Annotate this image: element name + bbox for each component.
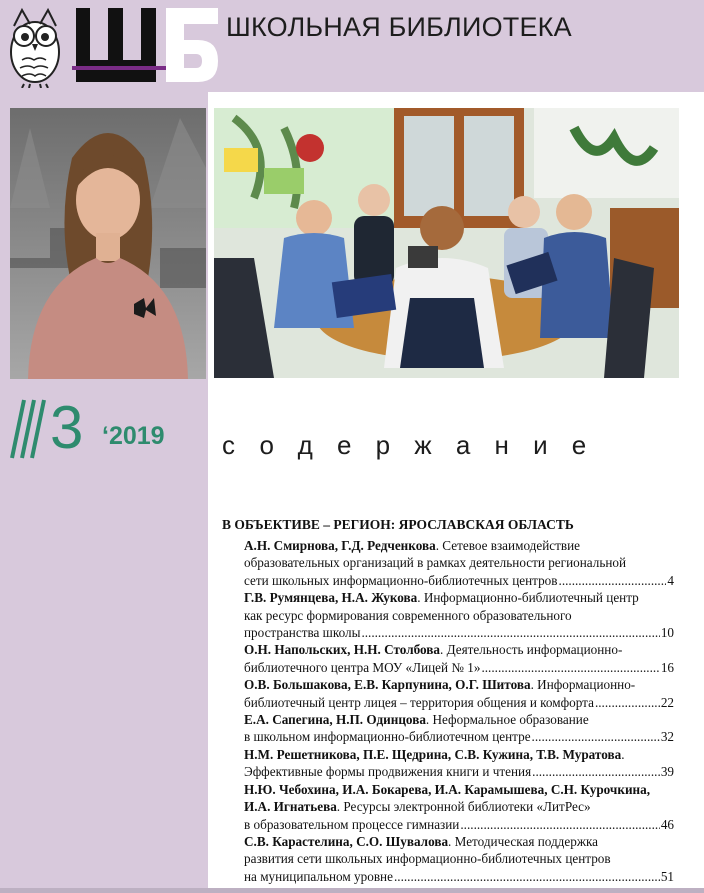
toc-leader-dots [532,763,660,780]
toc-entry-authors: О.Н. Напольских, Н.Н. Столбова [244,642,440,658]
table-of-contents [222,516,674,885]
toc-leader-dots [361,624,659,641]
slash-marks-icon [10,398,50,460]
toc-entry-authors: Н.Ю. Чебохина, И.А. Бокарева, И.А. Карамышева, С.Н. Курочкина, [244,781,651,797]
toc-leader-dots [532,728,660,745]
toc-entry[interactable] [244,589,674,641]
magazine-logo [72,6,220,86]
toc-entry-text: библиотечный центр лицея – территория общения и комфорта [244,694,594,710]
toc-page-number: 46 [660,816,674,832]
toc-entry-text: Эффективные формы продвижения книги и чтения [244,764,532,780]
toc-entry-line [244,641,674,658]
toc-entry-text: в школьном информационно-библиотечном центре [244,729,531,745]
toc-entry-line [244,728,674,745]
toc-entry-text: О.В. Большакова, Е.В. Карпунина, О.Г. Шитова. Информационно- [244,677,636,693]
toc-entry-text: пространства школы [244,625,361,641]
toc-entry-line [244,816,674,833]
toc-entry-line [244,659,674,676]
toc-entries [222,537,674,885]
toc-entry-line [244,624,674,641]
toc-entry-text: на муниципальном уровне [244,868,393,884]
toc-entry-authors: О.В. Большакова, Е.В. Карпунина, О.Г. Шитова [244,677,531,693]
toc-page-number: 4 [667,572,674,588]
toc-entry-line [244,833,674,850]
toc-leader-dots [460,816,659,833]
toc-entry[interactable] [244,711,674,746]
toc-entry-authors: Н.М. Решетникова, П.Е. Щедрина, С.В. Кужина, Т.В. Муратова [244,746,622,762]
toc-entry-authors: А.Н. Смирнова, Г.Д. Редченкова [244,538,436,553]
toc-leader-dots [595,694,660,711]
toc-entry[interactable] [244,537,674,589]
toc-entry-text: С.В. Карастелина, С.О. Шувалова. Методическая поддержка [244,833,599,849]
toc-page-number: 39 [660,764,674,780]
toc-entry[interactable] [244,641,674,676]
toc-entry-line [244,746,674,763]
toc-entry-line [244,694,674,711]
toc-entry-text: И.А. Игнатьева. Ресурсы электронной библиотеки «ЛитРес» [244,799,591,815]
toc-entry-line [244,711,674,728]
toc-entry-line [244,554,674,571]
bottom-rule [0,888,704,893]
toc-entry-text: образовательных организаций в рамках деятельности региональной [244,555,627,571]
toc-entry-text: Н.М. Решетникова, П.Е. Щедрина, С.В. Кужина, Т.В. Муратова. [244,746,625,762]
toc-leader-dots [394,868,660,885]
toc-entry-text: О.Н. Напольских, Н.Н. Столбова. Деятельность информационно- [244,642,623,658]
toc-leader-dots [559,572,667,589]
toc-entry[interactable] [244,781,674,833]
toc-entry-text: Г.В. Румянцева, Н.А. Жукова. Информационно-библиотечный центр [244,590,639,606]
toc-entry-line [244,868,674,885]
toc-page-number: 22 [660,694,674,710]
owl-icon [2,2,68,88]
toc-entry-line [244,589,674,606]
toc-entry-line [244,537,674,554]
issue-number-digit: 3 [50,394,84,461]
toc-entry-line [244,607,674,624]
toc-entry-text: в образовательном процессе гимназии [244,816,460,832]
magazine-title: ШКОЛЬНАЯ БИБЛИОТЕКА [226,12,572,42]
toc-entry[interactable] [244,833,674,885]
toc-entry[interactable] [244,746,674,781]
toc-entry-text [244,781,650,798]
toc-page-number: 10 [660,625,674,641]
contents-heading: содержание [222,430,611,460]
toc-entry-text: А.Н. Смирнова, Г.Д. Редченкова. Сетевое взаимодействие [244,538,581,553]
toc-entry-text: Е.А. Сапегина, Н.П. Одинцова. Неформальное образование [244,712,589,728]
toc-entry-line [244,781,674,798]
toc-entry-text: как ресурс формирования современного образовательного [244,607,572,623]
header-band [0,0,704,92]
toc-entry-text: сети школьных информационно-библиотечных центров [244,572,558,588]
toc-leader-dots [481,659,659,676]
toc-entry-text: библиотечного центра МОУ «Лицей № 1» [244,659,481,675]
toc-page-number: 51 [660,868,674,884]
toc-entry-line [244,572,674,589]
issue-year: ‘2019 [102,422,165,450]
section-title: В ОБЪЕКТИВЕ – РЕГИОН: ЯРОСЛАВСКАЯ ОБЛАСТЬ [222,517,574,532]
toc-page-number: 32 [660,729,674,745]
toc-entry[interactable] [244,676,674,711]
toc-entry-authors: Е.А. Сапегина, Н.П. Одинцова [244,712,426,728]
toc-entry-authors: С.В. Карастелина, С.О. Шувалова [244,833,449,849]
classroom-photo [214,108,679,378]
toc-entry-authors: Г.В. Румянцева, Н.А. Жукова [244,590,418,606]
toc-page-number: 16 [660,659,674,675]
toc-entry-line [244,763,674,780]
toc-entry-line [244,676,674,693]
toc-entry-line [244,798,674,815]
portrait-photo [10,108,206,379]
toc-entry-text: развития сети школьных информационно-библиотечных центров [244,851,611,867]
toc-entry-authors: И.А. Игнатьева [244,799,337,815]
toc-entry-line [244,850,674,867]
